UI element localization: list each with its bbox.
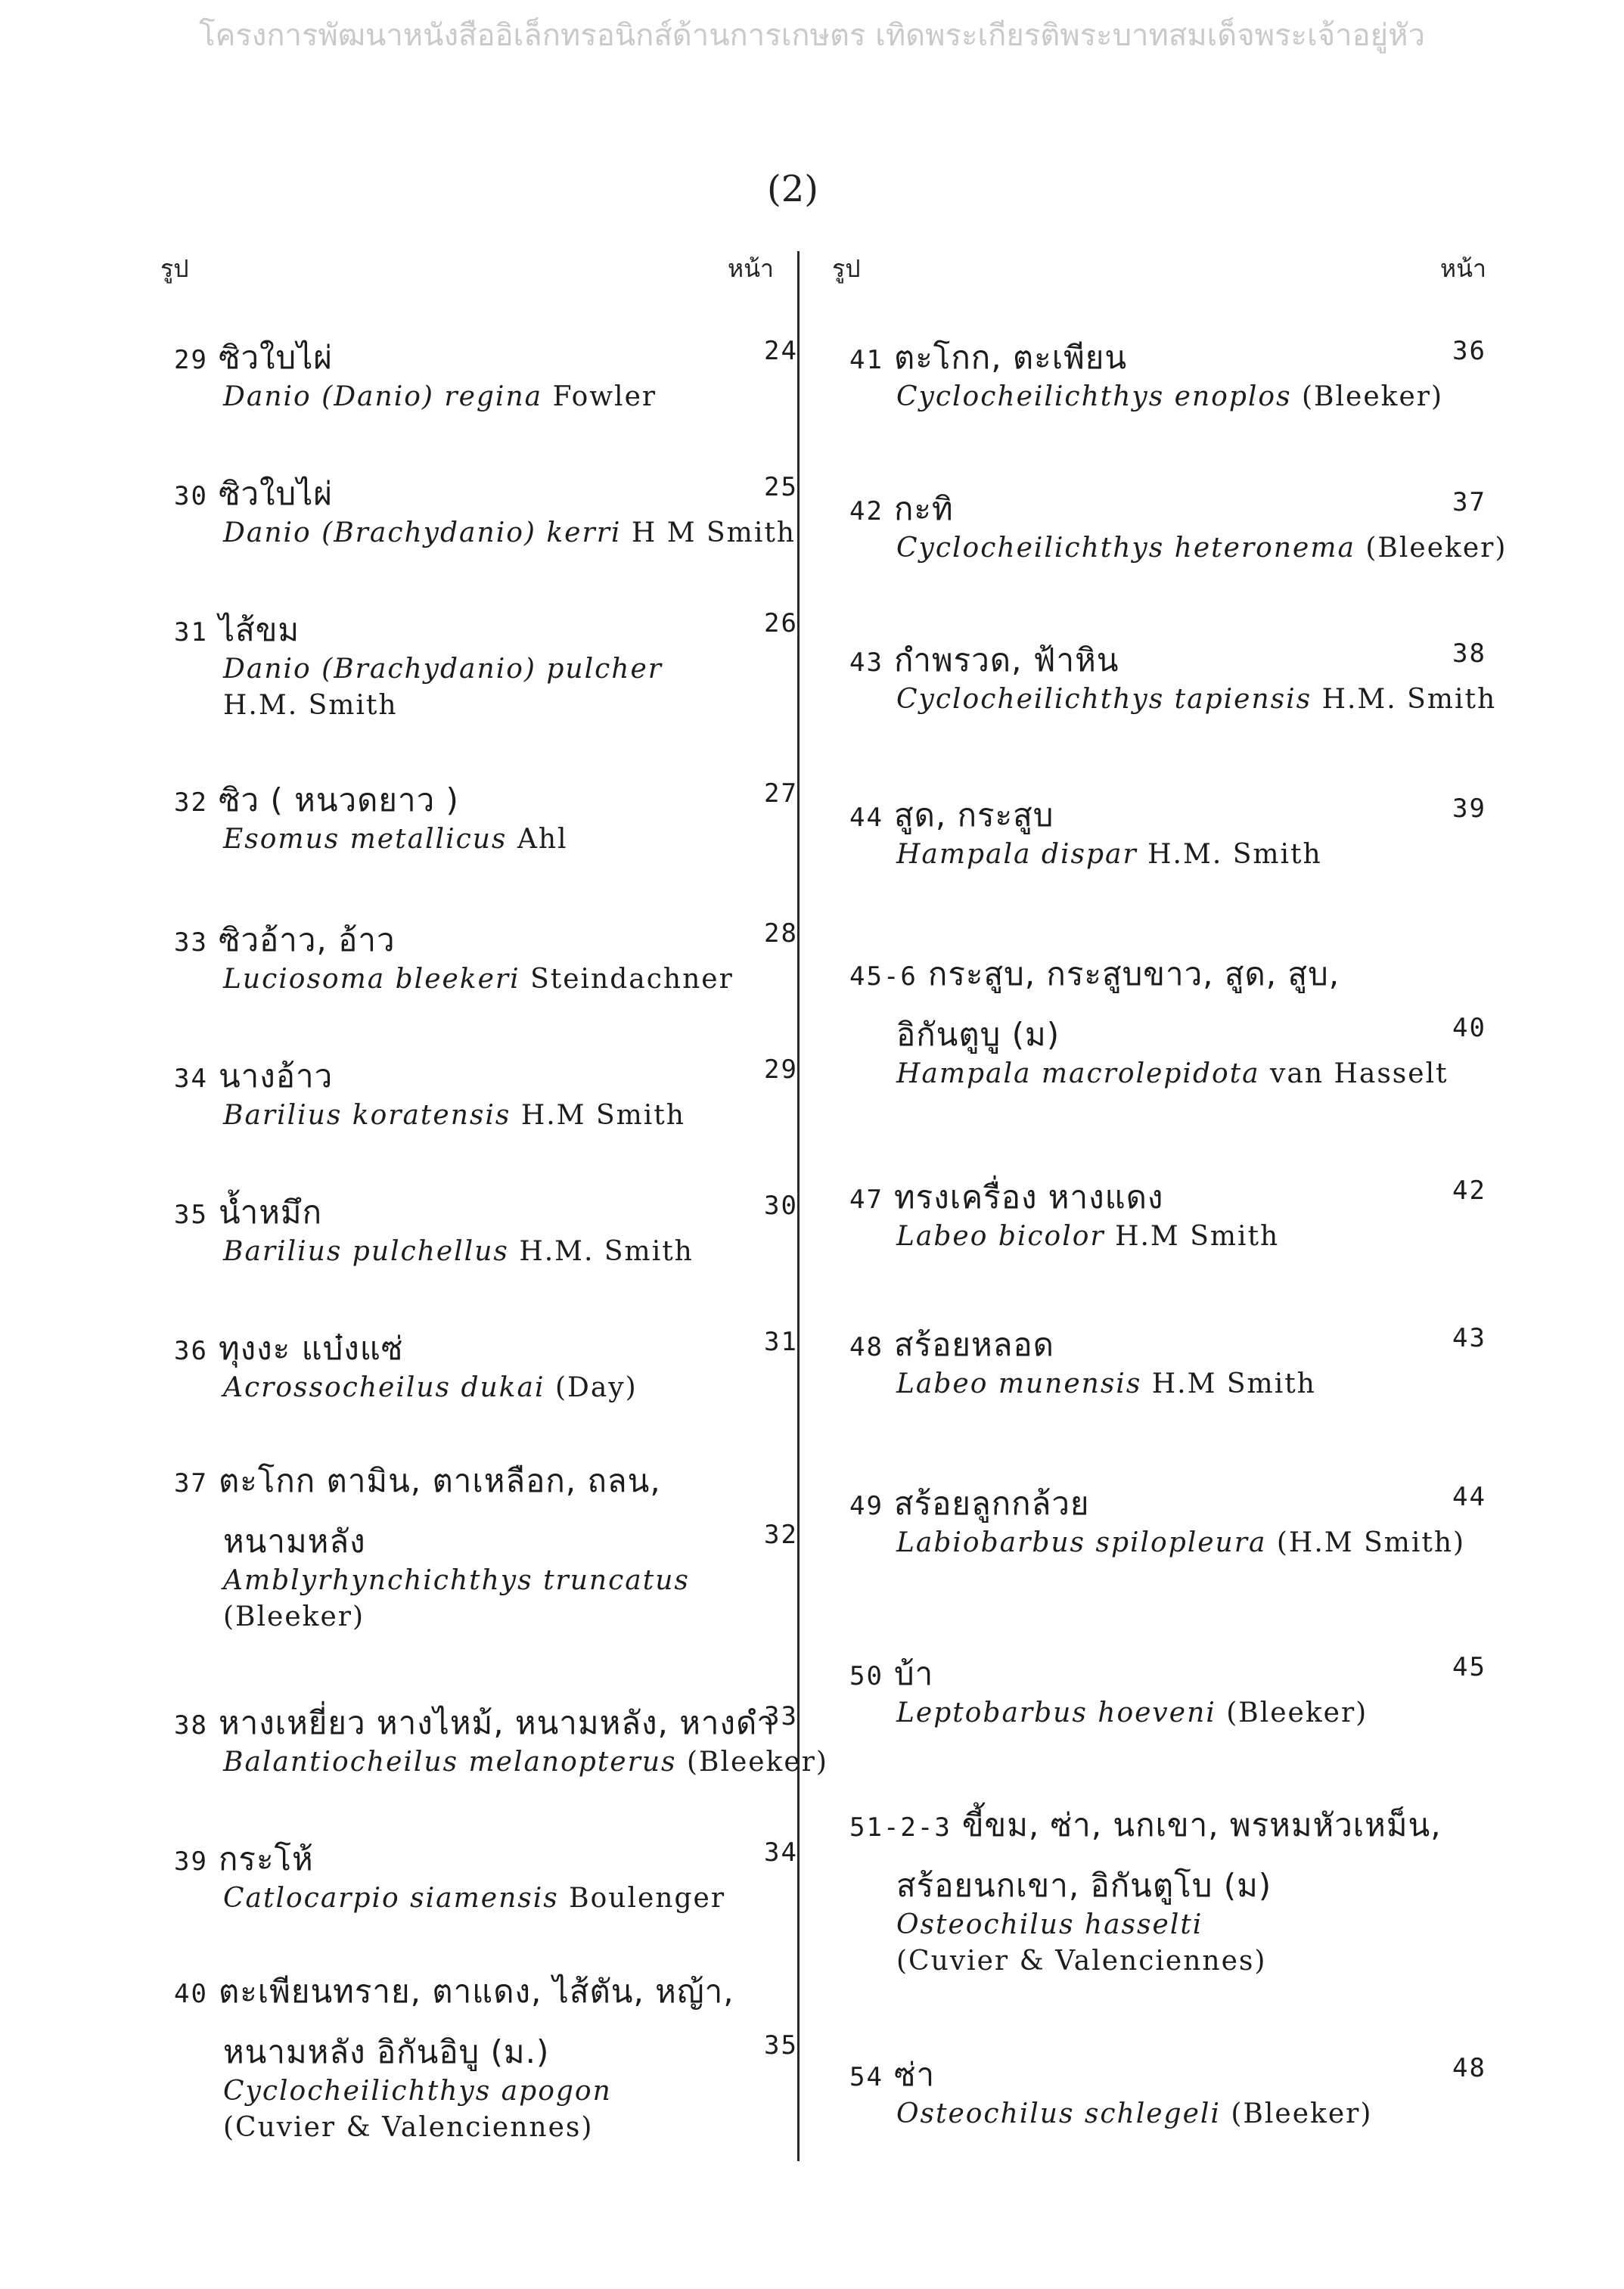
author-citation: (Bleeker) (1226, 1697, 1368, 1728)
thai-common-name: ซิวใบไผ่ (218, 475, 333, 512)
scientific-binomial: Danio (Brachydanio) kerri (223, 517, 622, 548)
author-citation: Steindachner (530, 964, 734, 995)
scientific-name (896, 381, 1443, 412)
scientific-name (223, 690, 398, 721)
page-reference: 40 (1452, 1013, 1486, 1043)
scientific-name (896, 1909, 1203, 1940)
scientific-binomial: Barilius pulchellus (223, 1236, 509, 1267)
page-reference: 24 (764, 336, 798, 366)
scientific-binomial: Cyclocheilichthys heteronema (896, 533, 1355, 564)
author-citation: H.M. Smith (519, 1236, 694, 1267)
scientific-name (223, 1236, 694, 1267)
scientific-binomial: Luciosoma bleekeri (223, 964, 520, 995)
scientific-name (896, 839, 1322, 870)
page-reference: 32 (764, 1520, 798, 1550)
scientific-name (896, 1697, 1368, 1728)
author-citation: Ahl (517, 824, 568, 855)
figure-number: 48 (849, 1332, 883, 1362)
thai-common-name: สร้อยหลอด (893, 1326, 1054, 1363)
scientific-binomial: Hampala dispar (896, 839, 1138, 870)
scientific-name (223, 654, 663, 685)
page-reference: 27 (764, 778, 798, 809)
scientific-binomial: Labeo bicolor (896, 1221, 1105, 1252)
scientific-binomial: Osteochilus schlegeli (896, 2098, 1221, 2129)
thai-common-name: ซิว ( หนวดยาว ) (218, 781, 459, 818)
figure-number: 42 (849, 496, 883, 526)
scientific-name (896, 684, 1496, 715)
thai-common-name: ขี้ขม, ซ่า, นกเขา, พรหมหัวเหม็น, (961, 1806, 1442, 1843)
thai-common-name: ไส้ขม (218, 611, 300, 648)
author-citation: H.M Smith (520, 1100, 685, 1131)
scientific-name (223, 1100, 685, 1131)
scientific-name (896, 1527, 1465, 1558)
scientific-name (223, 517, 796, 548)
page-reference: 29 (764, 1054, 798, 1085)
figure-number: 47 (849, 1185, 883, 1215)
author-citation: (Bleeker) (1365, 533, 1508, 564)
figure-number: 37 (174, 1468, 208, 1499)
author-citation: H.M. Smith (1147, 839, 1322, 870)
thai-common-name: ตะโกก, ตะเพียน (893, 339, 1128, 376)
figure-number: 51-2-3 (849, 1812, 952, 1843)
scientific-binomial: Osteochilus hasselti (896, 1909, 1203, 1940)
page-reference: 30 (764, 1191, 798, 1221)
scientific-binomial: Labiobarbus spilopleura (896, 1527, 1267, 1558)
page-reference: 43 (1452, 1323, 1486, 1353)
thai-common-name: สูด, กระสูบ (893, 797, 1054, 834)
figure-number: 31 (174, 617, 208, 648)
scientific-name (223, 1565, 690, 1596)
author-citation: Fowler (552, 381, 657, 412)
figure-number: 33 (174, 927, 208, 958)
author-citation: (H.M Smith) (1276, 1527, 1466, 1558)
scientific-binomial: Leptobarbus hoeveni (896, 1697, 1216, 1728)
thai-common-name: บ้า (893, 1655, 934, 1692)
author-citation: (Bleeker) (223, 1601, 365, 1632)
figure-number: 41 (849, 345, 883, 375)
scientific-binomial: Barilius koratensis (223, 1100, 511, 1131)
scientific-binomial: Cyclocheilichthys apogon (223, 2076, 612, 2107)
figure-number: 44 (849, 803, 883, 833)
scientific-name (896, 1368, 1316, 1399)
thai-common-name: ตะเพียนทราย, ตาแดง, ไส้ตัน, หญ้า, (218, 1973, 734, 2010)
page-reference: 31 (764, 1327, 798, 1357)
scientific-name (223, 2112, 593, 2143)
page-number: (2) (767, 168, 818, 210)
scientific-binomial: Cyclocheilichthys tapiensis (896, 684, 1312, 715)
author-citation: H M Smith (631, 517, 796, 548)
figure-number: 40 (174, 1979, 208, 2009)
thai-common-name: ทรงเครื่อง หางแดง (893, 1179, 1164, 1216)
author-citation: (Cuvier & Valenciennes) (223, 2112, 594, 2143)
scientific-binomial: Danio (Brachydanio) pulcher (223, 654, 663, 685)
thai-common-name: ทุงงะ แบ๋งแซ่ (218, 1330, 404, 1367)
author-citation: (Bleeker) (1302, 381, 1444, 412)
thai-common-name: ตะโกก ตามิน, ตาเหลือก, ถลน, (218, 1462, 661, 1499)
author-citation: (Bleeker) (1231, 2098, 1373, 2129)
scientific-name (223, 1747, 828, 1778)
thai-common-name: ซิวใบไผ่ (218, 339, 333, 376)
thai-common-name: สร้อยนกเขา, อิกันตูโบ (ม) (896, 1867, 1272, 1904)
page-reference: 28 (764, 918, 798, 949)
thai-common-name: กระโห้ (218, 1840, 314, 1877)
page-reference: 34 (764, 1837, 798, 1868)
figure-number: 34 (174, 1064, 208, 1094)
page-reference: 39 (1452, 794, 1486, 824)
figure-number: 38 (174, 1710, 208, 1741)
scientific-binomial: Hampala macrolepidota (896, 1058, 1260, 1089)
right-page-header: หน้า (1440, 254, 1486, 283)
thai-common-name: หนามหลัง อิกันอิบู (ม.) (223, 2033, 550, 2070)
scientific-binomial: Cyclocheilichthys enoplos (896, 381, 1292, 412)
author-citation: (Day) (554, 1372, 638, 1403)
page-reference: 33 (764, 1701, 798, 1732)
author-citation: van Hasselt (1270, 1058, 1449, 1089)
page-reference: 48 (1452, 2053, 1486, 2083)
figure-number: 32 (174, 787, 208, 818)
thai-common-name: น้ำหมึก (218, 1194, 323, 1231)
scientific-binomial: Esomus metallicus (223, 824, 508, 855)
figure-number: 36 (174, 1336, 208, 1366)
figure-number: 29 (174, 345, 208, 375)
figure-number: 35 (174, 1200, 208, 1230)
scientific-name (896, 533, 1507, 564)
page-reference: 35 (764, 2030, 798, 2061)
thai-common-name: หนามหลัง (223, 1523, 366, 1560)
thai-common-name: ซิวอ้าว, อ้าว (218, 921, 396, 958)
right-figure-header: รูป (832, 254, 861, 283)
thai-common-name: หางเหยี่ยว หางไหม้, หนามหลัง, หางดำ (218, 1704, 775, 1741)
author-citation: H.M. Smith (1321, 684, 1497, 715)
page-reference: 42 (1452, 1176, 1486, 1206)
page-reference: 44 (1452, 1482, 1486, 1512)
figure-number: 39 (174, 1846, 208, 1877)
figure-number: 30 (174, 481, 208, 511)
watermark-header: โครงการพัฒนาหนังสืออิเล็กทรอนิกส์ด้านการเกษตร เทิดพระเกียรติพระบาทสมเด็จพระเจ้าอยู่หัว (199, 18, 1425, 53)
figure-number: 49 (849, 1491, 883, 1521)
figure-number: 45-6 (849, 961, 918, 992)
thai-common-name: กระสูบ, กระสูบขาว, สูด, สูบ, (927, 955, 1340, 992)
author-citation: (Cuvier & Valenciennes) (896, 1946, 1267, 1977)
page-reference: 45 (1452, 1652, 1486, 1682)
scientific-name (223, 1601, 365, 1632)
author-citation: H.M Smith (1115, 1221, 1280, 1252)
page-reference: 25 (764, 472, 798, 502)
author-citation: Boulenger (569, 1883, 726, 1914)
author-citation: H.M. Smith (223, 690, 398, 721)
author-citation: (Bleeker) (686, 1747, 828, 1778)
scientific-binomial: Catlocarpio siamensis (223, 1883, 559, 1914)
thai-common-name: กำพรวด, ฟ้าหิน (893, 641, 1119, 679)
figure-number: 43 (849, 648, 883, 678)
thai-common-name: ซ่า (893, 2056, 936, 2093)
thai-common-name: อิกันตูบู (ม) (896, 1016, 1060, 1053)
page-reference: 38 (1452, 638, 1486, 669)
scientific-binomial: Balantiocheilus melanopterus (223, 1747, 677, 1778)
scientific-name (223, 381, 657, 412)
scientific-binomial: Amblyrhynchichthys truncatus (223, 1565, 690, 1596)
figure-number: 54 (849, 2062, 883, 2092)
figure-number: 50 (849, 1661, 883, 1691)
thai-common-name: กะทิ (893, 490, 954, 527)
scientific-name (223, 824, 568, 855)
left-figure-header: รูป (160, 254, 189, 283)
scientific-name (223, 1372, 638, 1403)
scientific-name (896, 2098, 1372, 2129)
scientific-binomial: Acrossocheilus dukai (223, 1372, 545, 1403)
scientific-binomial: Labeo munensis (896, 1368, 1142, 1399)
scientific-name (223, 2076, 612, 2107)
thai-common-name: สร้อยลูกกล้วย (893, 1485, 1090, 1522)
scientific-name (223, 1883, 725, 1914)
scientific-name (896, 1946, 1266, 1977)
scientific-name (896, 1221, 1279, 1252)
page-reference: 26 (764, 608, 798, 638)
scientific-name (896, 1058, 1449, 1089)
scientific-binomial: Danio (Danio) regina (223, 381, 543, 412)
thai-common-name: นางอ้าว (218, 1058, 334, 1095)
page-reference: 37 (1452, 487, 1486, 517)
left-page-header: หน้า (728, 254, 774, 283)
scientific-name (223, 964, 734, 995)
author-citation: H.M Smith (1151, 1368, 1316, 1399)
page-reference: 36 (1452, 336, 1486, 366)
